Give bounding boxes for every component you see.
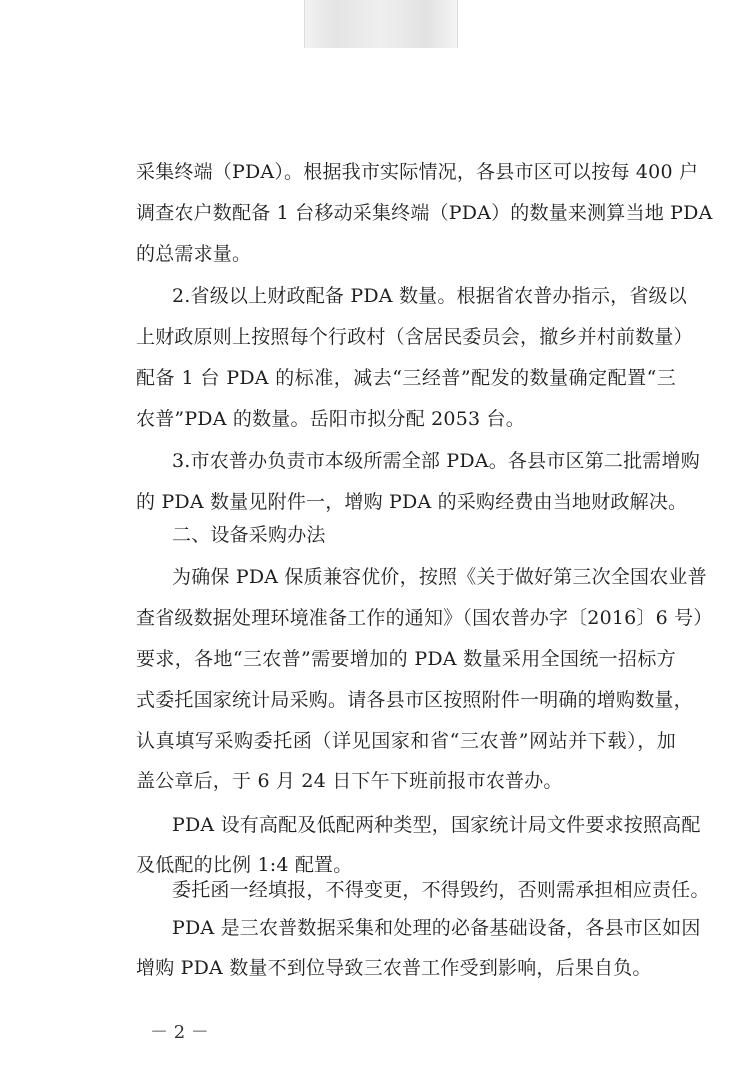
text-line: 增购 PDA 数量不到位导致三农普工作受到影响，后果自负。 xyxy=(136,957,652,979)
page-number: － 2 － xyxy=(150,1022,209,1043)
text-line: 要求，各地“三农普”需要增加的 PDA 数量采用全国统一招标方 xyxy=(136,648,676,670)
text-line: 2.省级以上财政配备 PDA 数量。根据省农普办指示，省级以 xyxy=(172,285,687,307)
text-line: 的总需求量。 xyxy=(136,243,252,265)
text-line: 的 PDA 数量见附件一，增购 PDA 的采购经费由当地财政解决。 xyxy=(136,491,688,513)
text-line: 委托函一经填报，不得变更，不得毁约，否则需承担相应责任。 xyxy=(172,879,710,901)
text-line: 为确保 PDA 保质兼容优价，按照《关于做好第三次全国农业普 xyxy=(172,566,707,588)
section-heading: 二、设备采购办法 xyxy=(172,524,326,546)
text-line: 盖公章后，于 6 月 24 日下午下班前报市农普办。 xyxy=(136,770,563,792)
text-line: 查省级数据处理环境准备工作的通知》（国农普办字〔2016〕6 号） xyxy=(136,607,713,629)
text-line: 农普”PDA 的数量。岳阳市拟分配 2053 台。 xyxy=(136,408,525,430)
text-line: 及低配的比例 1:4 配置。 xyxy=(136,854,353,876)
text-line: 采集终端（PDA）。根据我市实际情况，各县市区可以按每 400 户 xyxy=(136,161,699,183)
text-line: 调查农户数配备 1 台移动采集终端（PDA）的数量来测算当地 PDA xyxy=(136,202,713,224)
text-line: 上财政原则上按照每个行政村（含居民委员会，撤乡并村前数量） xyxy=(136,326,693,348)
text-line: PDA 是三农普数据采集和处理的必备基础设备，各县市区如因 xyxy=(172,917,701,939)
text-line: 认真填写采购委托函（详见国家和省“三农普”网站并下载），加 xyxy=(136,730,676,752)
text-line: 式委托国家统计局采购。请各县市区按照附件一明确的增购数量， xyxy=(136,689,693,711)
text-line: 3.市农普办负责市本级所需全部 PDA。各县市区第二批需增购 xyxy=(172,450,700,472)
text-line: PDA 设有高配及低配两种类型，国家统计局文件要求按照高配 xyxy=(172,814,701,836)
text-line: 配备 1 台 PDA 的标准，减去“三经普”配发的数量确定配置“三 xyxy=(136,367,676,389)
